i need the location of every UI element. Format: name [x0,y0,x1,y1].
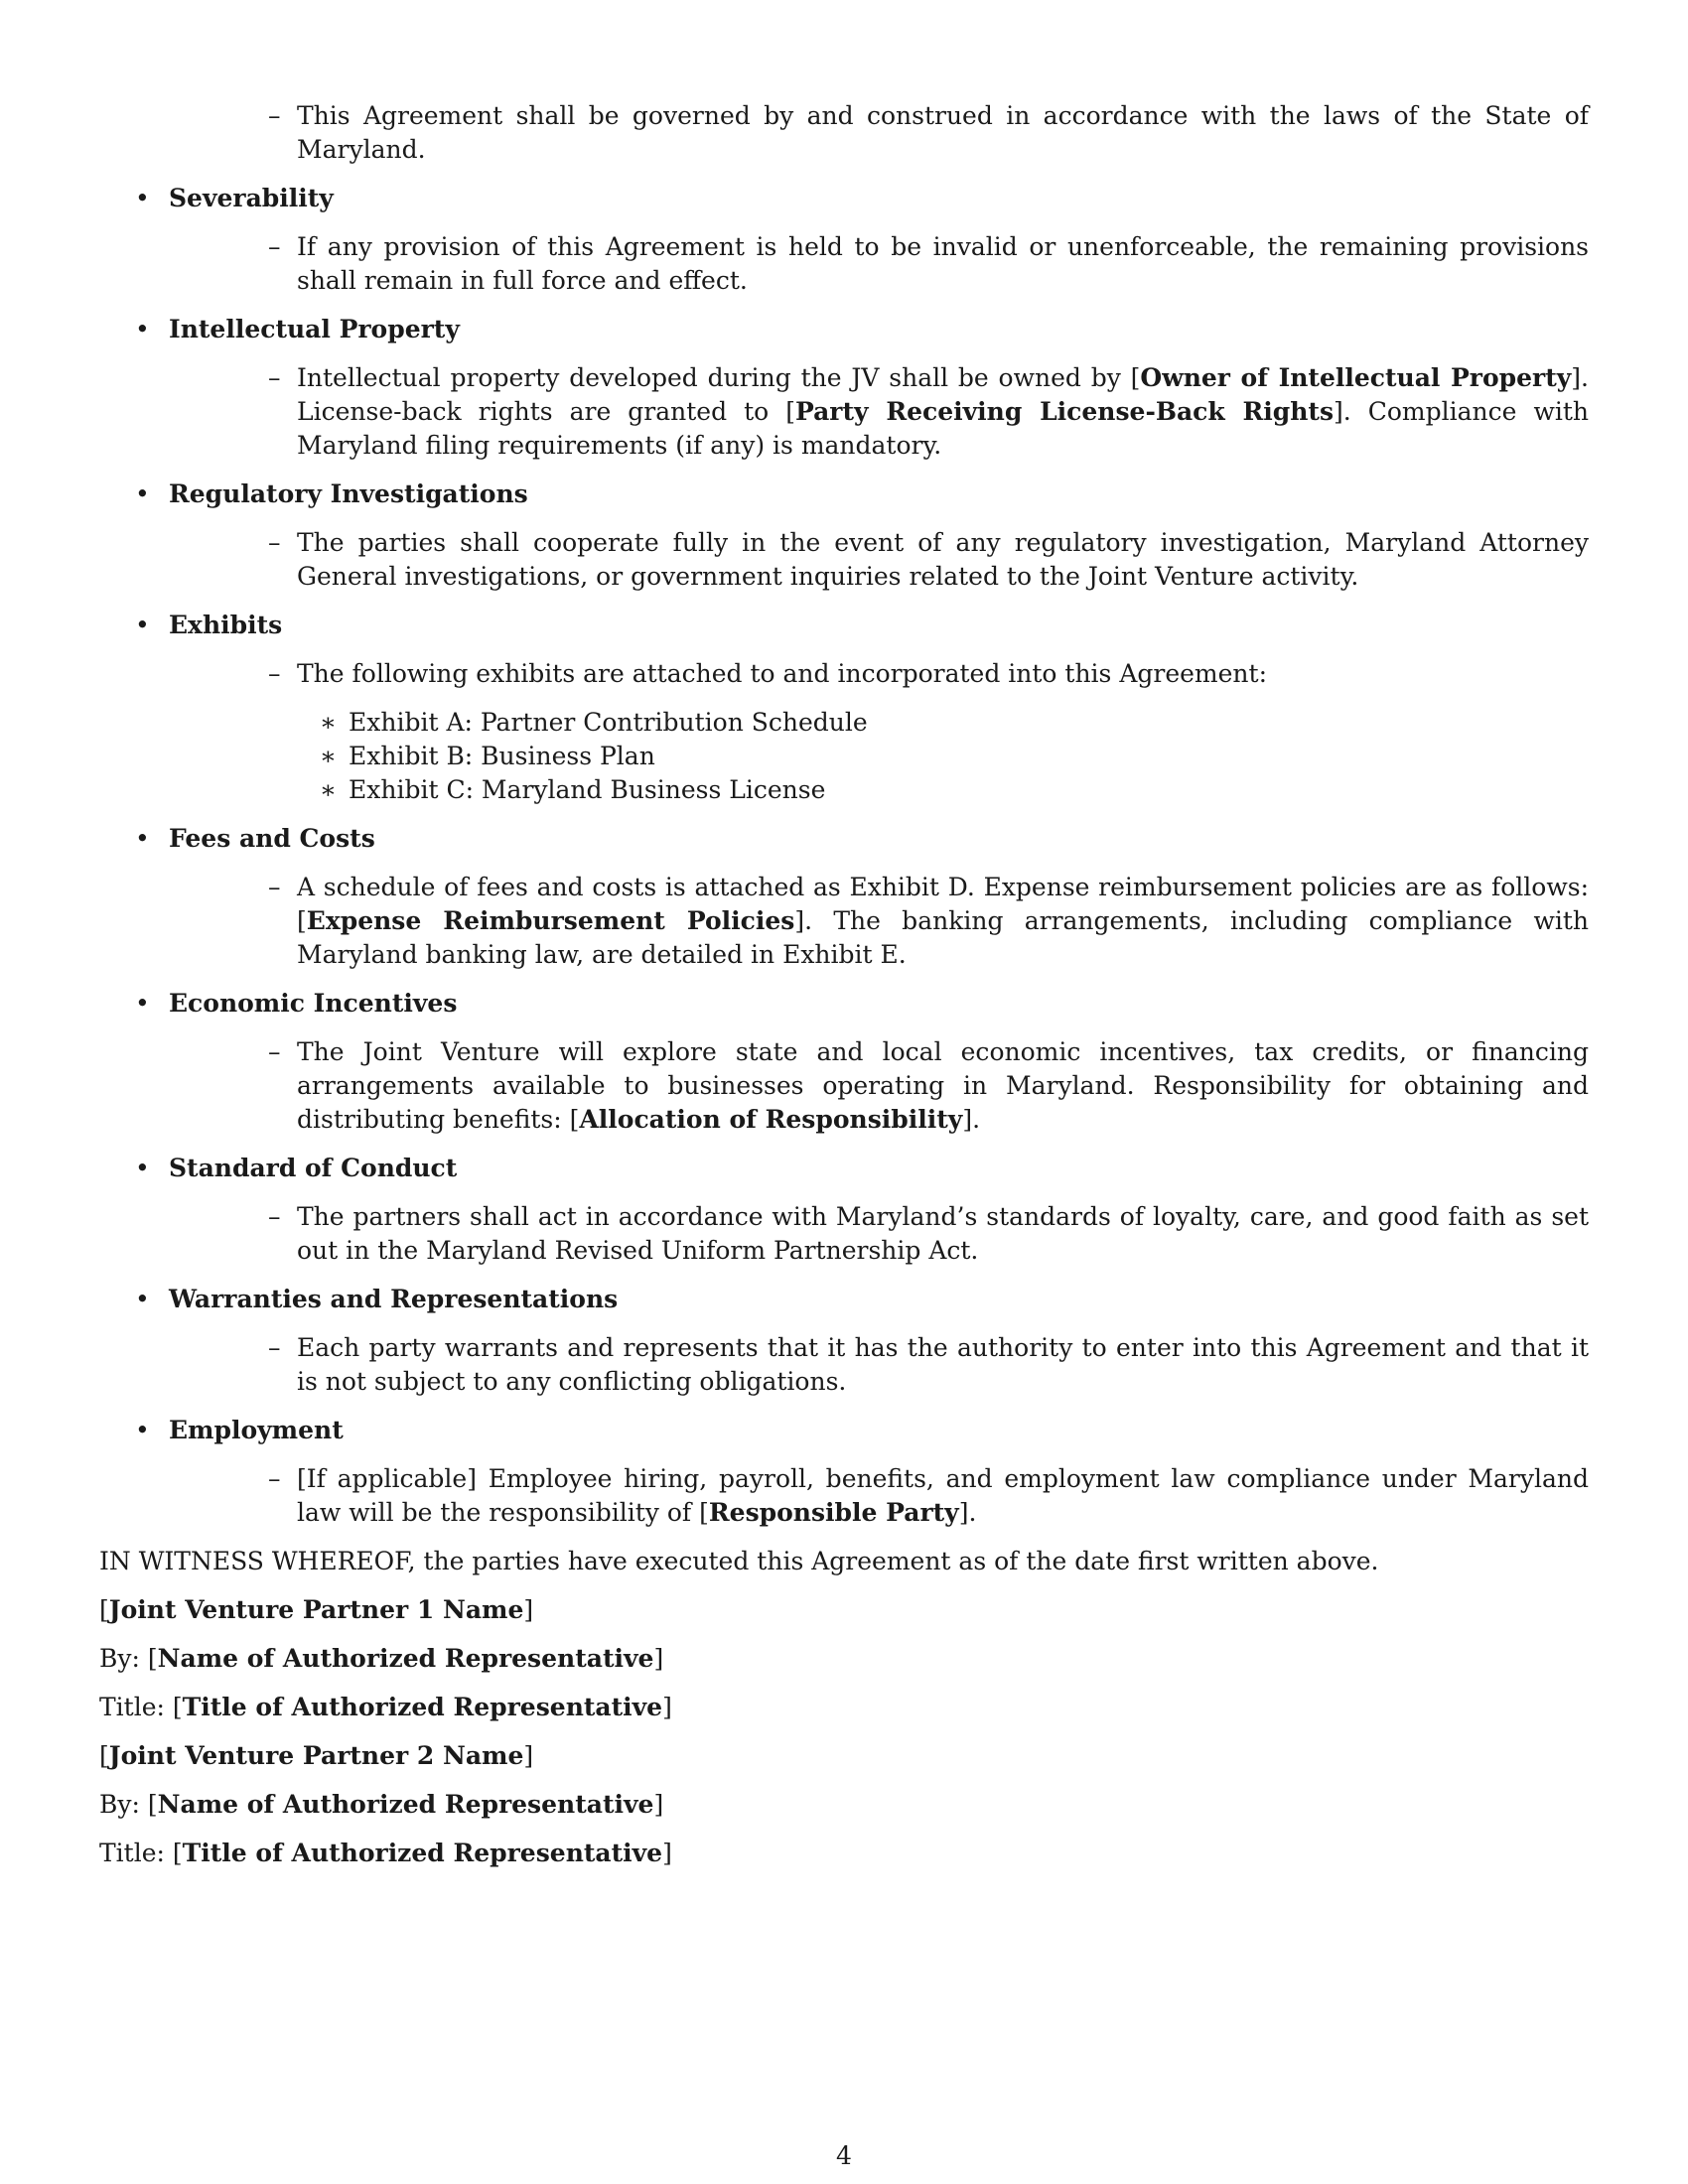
partner1-by-line: By: [Name of Authorized Representative] [99,1644,664,1673]
conduct-heading: • Standard of Conduct [169,1152,1589,1185]
employment-text: – [If applicable] Employee hiring, payroll, benefits, and employment law compliance under Maryland law will be the responsibility of [Responsible Party]. [169,1462,1589,1530]
partner2-by-line: By: [Name of Authorized Representative] [99,1790,664,1819]
section-employment [99,1414,1589,1530]
document-page [99,99,1589,1885]
section-incentives [99,987,1589,1137]
section-conduct [99,1152,1589,1268]
allocation-placeholder: Allocation of Responsibility [579,1105,963,1134]
partner1-title-line: Title: [Title of Authorized Representative] [99,1693,672,1721]
warranties-heading: • Warranties and Representations [169,1283,1589,1316]
exhibits-intro: – The following exhibits are attached to and incorporated into this Agreement: [169,657,1589,691]
partner1-name-line: [Joint Venture Partner 1 Name] [99,1595,534,1624]
fees-heading: • Fees and Costs [169,822,1589,856]
witness-clause: IN WITNESS WHEREOF, the parties have executed this Agreement as of the date first written above. [99,1547,1379,1575]
fees-text: – A schedule of fees and costs is attached as Exhibit D. Expense reimbursement policies are as follows: [Expense Reimbursement Policies]. The banking arrangements, including compliance with Maryland banking law, are detailed in Exhibit E. [169,871,1589,972]
incentives-text: – The Joint Venture will explore state and local economic incentives, tax credits, or financing arrangements available to businesses operating in Maryland. Responsibility for obtaining and distributing benefits: [Allocation of Responsibility]. [169,1035,1589,1137]
governing-law-text: – This Agreement shall be governed by and construed in accordance with the laws of the State of Maryland. [169,99,1589,167]
exhibit-list [169,706,1589,807]
partner2-name-line: [Joint Venture Partner 2 Name] [99,1741,534,1770]
section-exhibits [99,609,1589,807]
partner2-title-line: Title: [Title of Authorized Representative] [99,1839,672,1867]
regulatory-heading: • Regulatory Investigations [169,478,1589,511]
ip-text: – Intellectual property developed during the JV shall be owned by [Owner of Intellectual Property]. License-back rights are granted to [Party Receiving License-Back Rights]. Compliance with Maryland filing requirements (if any) is mandatory. [169,361,1589,463]
exhibit-item: ∗ Exhibit C: Maryland Business License [169,773,1589,807]
exhibit-item: ∗ Exhibit A: Partner Contribution Schedule [169,706,1589,740]
section-warranties [99,1283,1589,1399]
severability-text: – If any provision of this Agreement is held to be invalid or unenforceable, the remaining provisions shall remain in full force and effect. [169,230,1589,298]
warranties-text: – Each party warrants and represents that it has the authority to enter into this Agreement and that it is not subject to any conflicting obligations. [169,1331,1589,1399]
ip-license-placeholder: Party Receiving License-Back Rights [794,397,1335,426]
section-intellectual-property [99,313,1589,463]
exhibits-heading: • Exhibits [169,609,1589,642]
responsible-party-placeholder: Responsible Party [708,1498,959,1527]
section-severability [99,182,1589,298]
page-number: 4 [836,2141,852,2170]
expense-policy-placeholder: Expense Reimbursement Policies [306,906,795,935]
exhibit-item: ∗ Exhibit B: Business Plan [169,740,1589,773]
conduct-text: – The partners shall act in accordance with Maryland’s standards of loyalty, care, and good faith as set out in the Maryland Revised Uniform Partnership Act. [169,1200,1589,1268]
ip-heading: • Intellectual Property [169,313,1589,346]
regulatory-text: – The parties shall cooperate fully in the event of any regulatory investigation, Maryland Attorney General investigations, or government inquiries related to the Joint Venture activity. [169,526,1589,594]
section-regulatory [99,478,1589,594]
section-fees [99,822,1589,972]
incentives-heading: • Economic Incentives [169,987,1589,1021]
ip-owner-placeholder: Owner of Intellectual Property [1140,363,1572,392]
employment-heading: • Employment [169,1414,1589,1447]
severability-heading: • Severability [169,182,1589,215]
section-governing-law [99,99,1589,167]
